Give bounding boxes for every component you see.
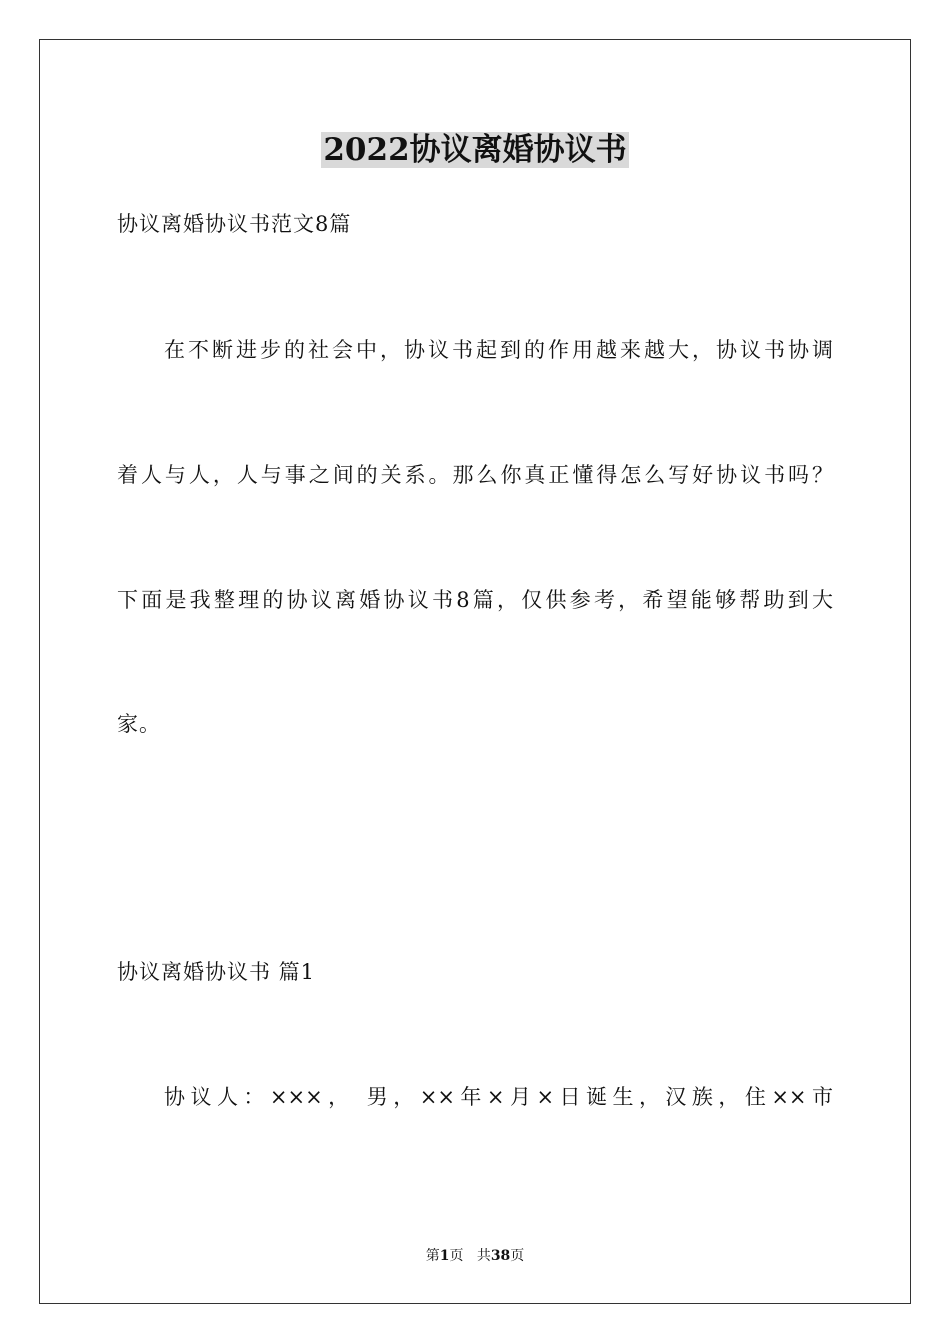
intro-line-2: 着人与人，人与事之间的关系。那么你真正懂得怎么写好协议书吗？ (117, 463, 833, 487)
document-subtitle: 协议离婚协议书范文8篇 (117, 212, 352, 236)
document-title-text: 2022协议离婚协议书 (323, 132, 627, 168)
footer-page-word: 页 (449, 1248, 464, 1264)
intro-line-3: 下面是我整理的协议离婚协议书8篇，仅供参考，希望能够帮助到大 (117, 588, 833, 612)
footer-total-pages: 38 (490, 1248, 511, 1264)
document-title (0, 122, 950, 178)
footer-total-prefix: 共 (476, 1248, 491, 1264)
intro-line-4: 家。 (117, 712, 161, 736)
page-footer (0, 1244, 950, 1268)
footer-prefix: 第 (425, 1248, 440, 1264)
footer-page-number: 1 (439, 1248, 450, 1264)
section-first-line: 协议人：×××， 男，××年×月×日诞生，汉族，住××市 (164, 1085, 833, 1109)
section-heading: 协议离婚协议书 篇1 (117, 960, 316, 984)
intro-line-1: 在不断进步的社会中，协议书起到的作用越来越大，协议书协调 (164, 338, 833, 362)
footer-total-suffix: 页 (510, 1248, 525, 1264)
